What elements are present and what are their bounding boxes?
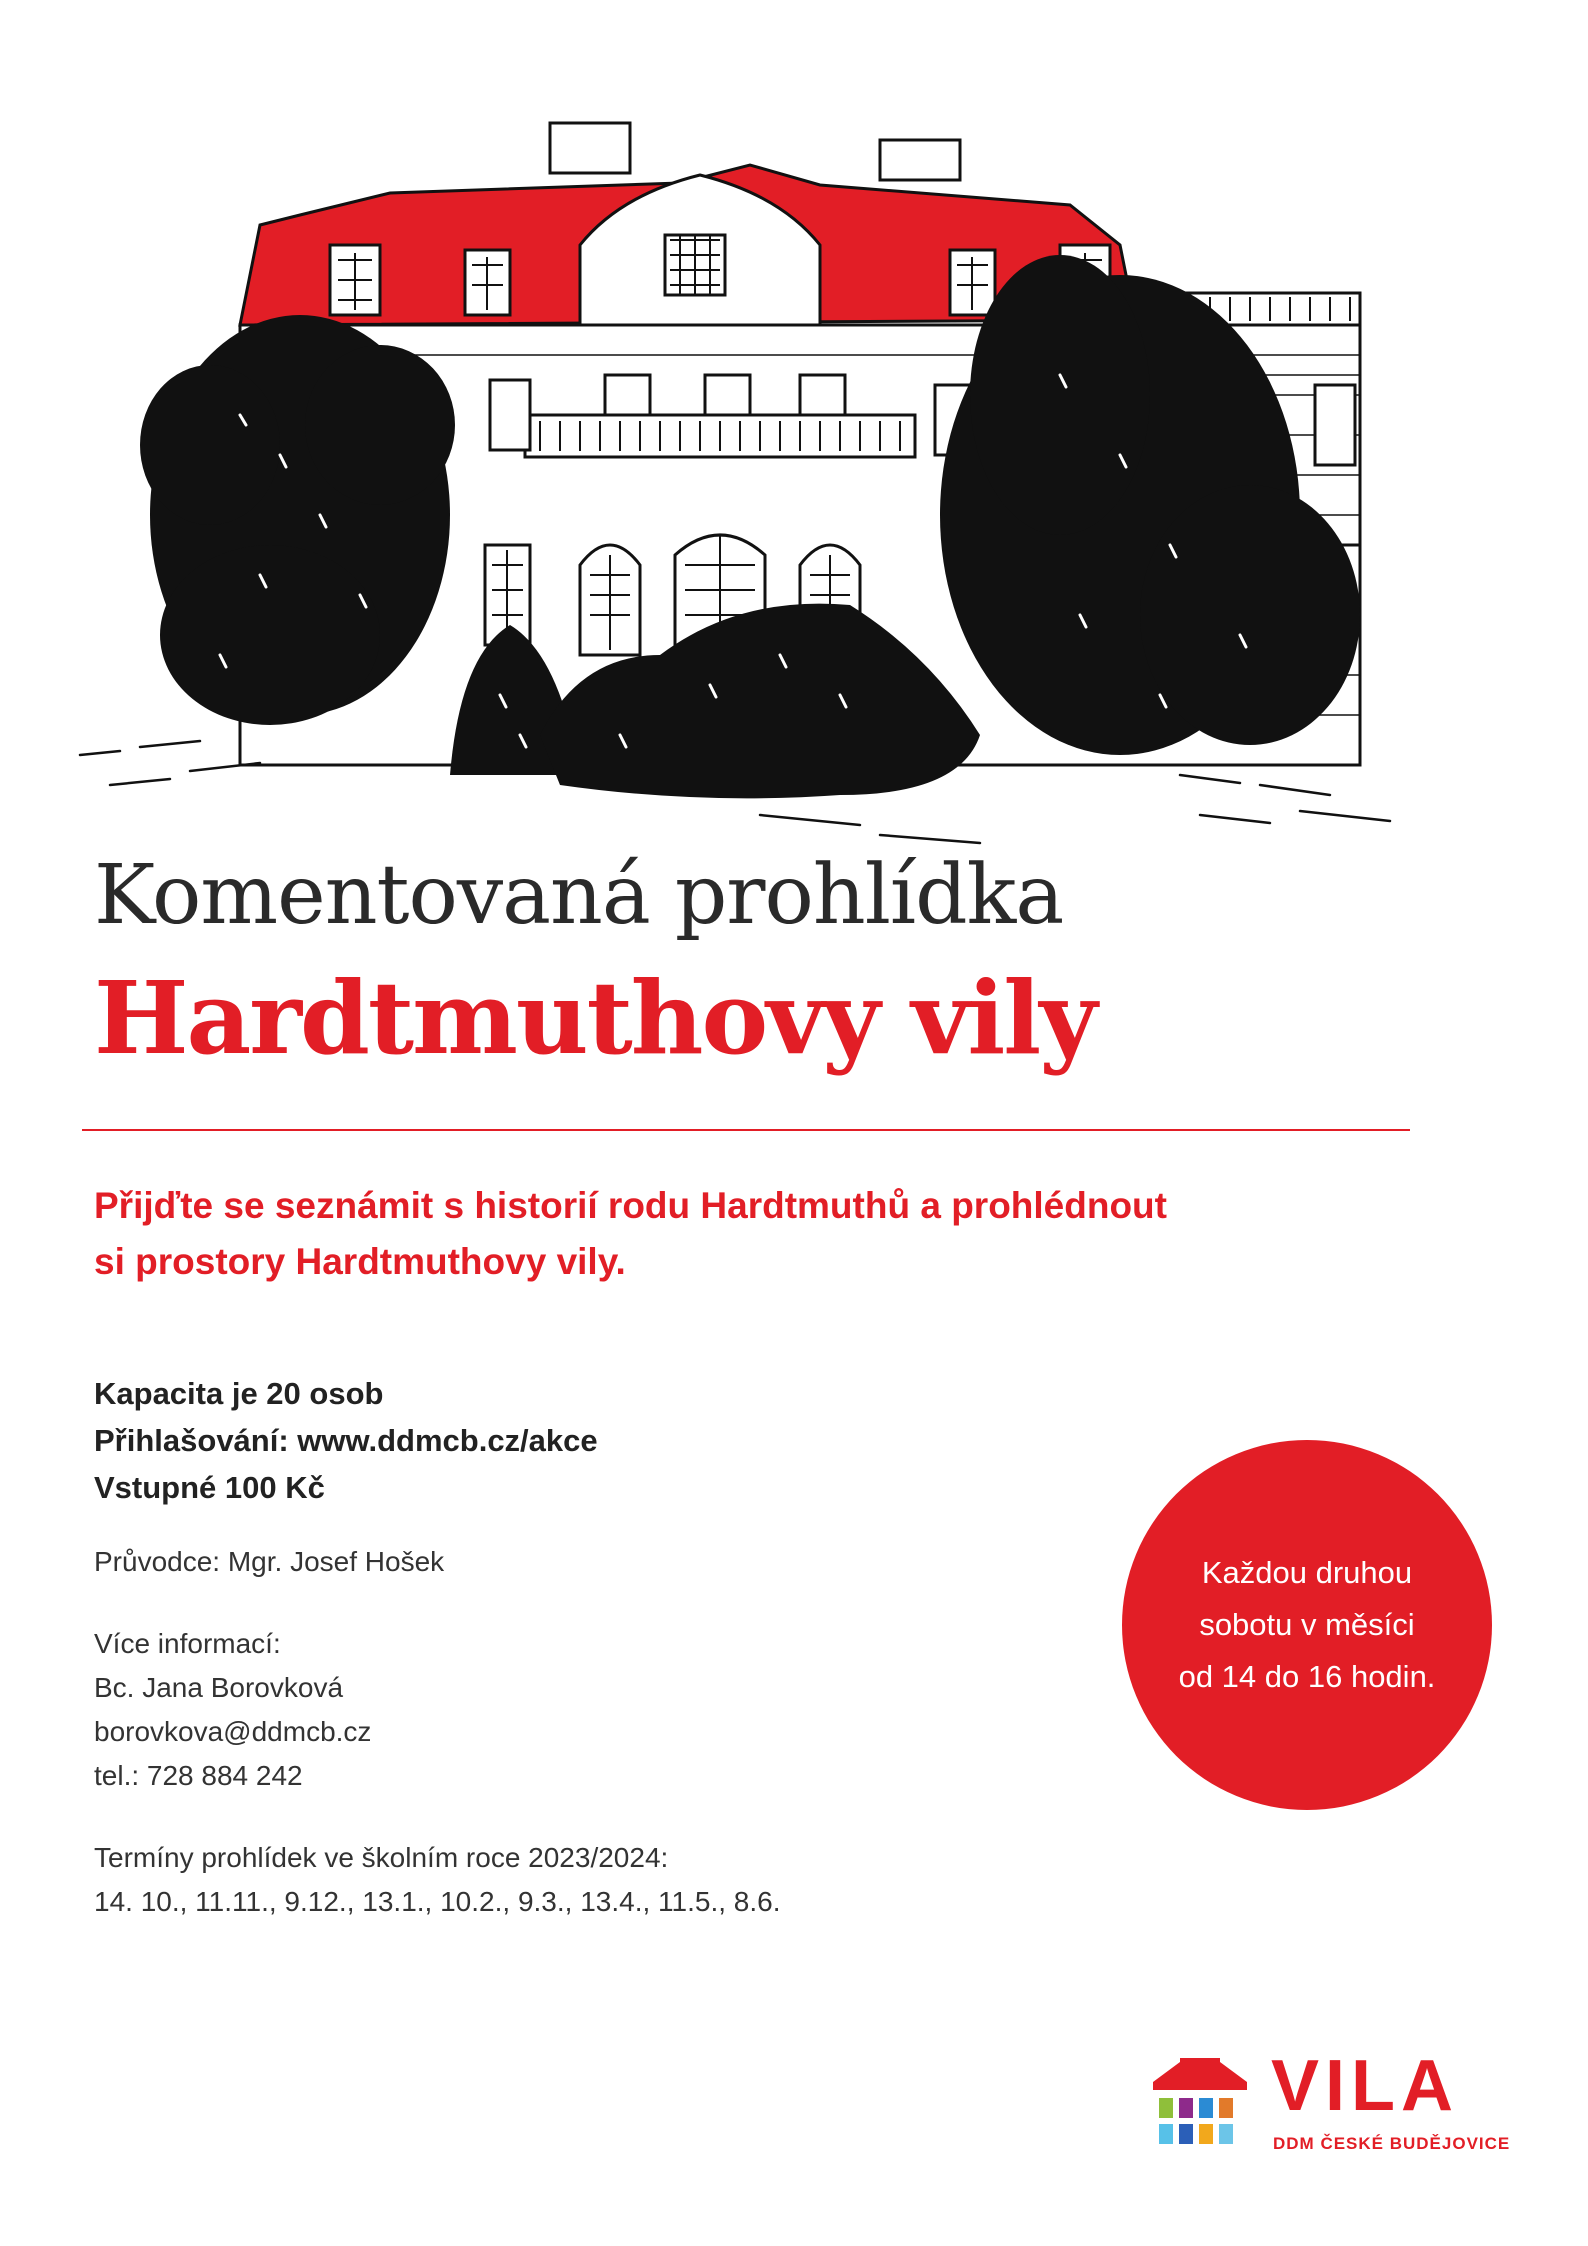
event-facts xyxy=(94,1370,598,1511)
contact-email: borovkova@ddmcb.cz xyxy=(94,1716,372,1747)
title-line-2: Hardtmuthovy vily xyxy=(94,959,1096,1077)
lead-text xyxy=(94,1178,1394,1290)
contact-name: Bc. Jana Borovková xyxy=(94,1672,344,1703)
house-icon xyxy=(1145,2040,1255,2160)
lead-line-2: si prostory Hardtmuthovy vily. xyxy=(94,1241,626,1282)
schedule-badge xyxy=(1122,1440,1492,1810)
terms-dates: 14. 10., 11.11., 9.12., 13.1., 10.2., 9.3., 13.4., 11.5., 8.6. xyxy=(94,1886,781,1917)
guide-text: Průvodce: Mgr. Josef Hošek xyxy=(94,1546,445,1577)
fee-text: Vstupné 100 Kč xyxy=(94,1470,325,1505)
contact-phone: tel.: 728 884 242 xyxy=(94,1760,303,1791)
logo-wordmark: VILA xyxy=(1271,2046,1460,2126)
contact-block xyxy=(94,1622,371,1798)
lead-line-1: Přijďte se seznámit s historií rodu Hardtmuthů a prohlédnout xyxy=(94,1185,1167,1226)
villa-illustration xyxy=(60,95,1480,855)
logo-subtitle: DDM ČESKÉ BUDĚJOVICE xyxy=(1273,2134,1511,2153)
badge-line-3: od 14 do 16 hodin. xyxy=(1178,1659,1436,1694)
vila-logo xyxy=(1145,2040,1511,2170)
badge-line-2: sobotu v měsíci xyxy=(1199,1607,1415,1642)
contact-heading: Více informací: xyxy=(94,1628,281,1659)
terms-block xyxy=(94,1836,781,1924)
badge-line-1: Každou druhou xyxy=(1201,1555,1413,1590)
title-divider xyxy=(82,1129,1410,1131)
title-line-1: Komentovaná prohlídka xyxy=(94,848,1064,943)
terms-heading: Termíny prohlídek ve školním roce 2023/2024: xyxy=(94,1842,669,1873)
registration-text: Přihlašování: www.ddmcb.cz/akce xyxy=(94,1423,598,1458)
capacity-text: Kapacita je 20 osob xyxy=(94,1376,384,1411)
